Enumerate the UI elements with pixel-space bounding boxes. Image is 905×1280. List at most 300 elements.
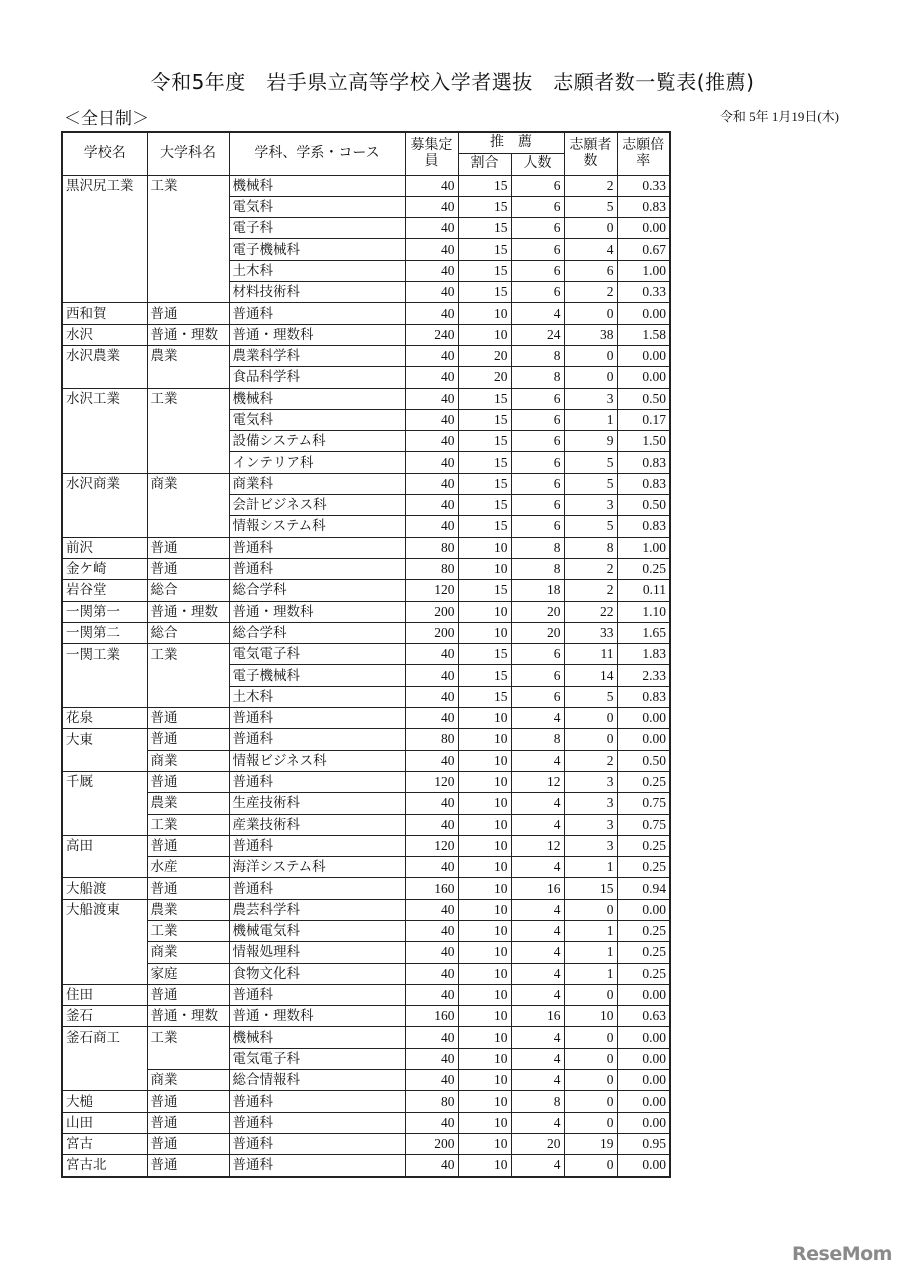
cell-school [62,196,147,217]
cell-capacity: 40 [405,814,458,835]
cell-capacity: 200 [405,601,458,622]
cell-rate: 0.00 [617,1091,670,1112]
cell-applicants: 0 [564,367,617,388]
cell-course: 総合情報科 [229,1070,405,1091]
cell-quota: 4 [511,303,564,324]
cell-school [62,431,147,452]
cell-school [62,516,147,537]
cell-rate: 0.11 [617,580,670,601]
cell-dept: 農業 [147,793,229,814]
cell-course: 食物文化科 [229,963,405,984]
cell-capacity: 40 [405,452,458,473]
cell-school: 水沢工業 [62,388,147,409]
cell-applicants: 9 [564,431,617,452]
table-row [62,1112,670,1133]
cell-applicants: 1 [564,942,617,963]
cell-dept: 総合 [147,580,229,601]
cell-ratio: 15 [458,409,511,430]
header-capacity: 募集定員 [405,132,458,175]
cell-school [62,260,147,281]
cell-capacity: 40 [405,644,458,665]
cell-ratio: 15 [458,686,511,707]
cell-capacity: 40 [405,495,458,516]
cell-applicants: 0 [564,303,617,324]
cell-dept: 普通 [147,729,229,750]
table-row [62,793,670,814]
cell-quota: 4 [511,1112,564,1133]
cell-dept: 農業 [147,899,229,920]
cell-course: 普通・理数科 [229,1006,405,1027]
cell-rate: 0.00 [617,1155,670,1177]
header-rate: 志願倍率 [617,132,670,175]
cell-applicants: 0 [564,1155,617,1177]
cell-school: 岩谷堂 [62,580,147,601]
cell-applicants: 15 [564,878,617,899]
cell-quota: 20 [511,622,564,643]
cell-dept: 普通 [147,1133,229,1154]
cell-course: 電子科 [229,218,405,239]
cell-quota: 4 [511,708,564,729]
cell-dept: 工業 [147,175,229,196]
cell-course: 普通科 [229,984,405,1005]
cell-dept [147,495,229,516]
cell-capacity: 40 [405,942,458,963]
cell-capacity: 40 [405,665,458,686]
cell-ratio: 15 [458,196,511,217]
cell-ratio: 10 [458,1027,511,1048]
table-row [62,345,670,366]
cell-capacity: 240 [405,324,458,345]
cell-dept [147,686,229,707]
cell-school: 水沢商業 [62,473,147,494]
section-label: ＜全日制＞ [64,109,149,128]
cell-school [62,1070,147,1091]
cell-school [62,750,147,771]
cell-course: 商業科 [229,473,405,494]
cell-ratio: 10 [458,771,511,792]
cell-capacity: 40 [405,686,458,707]
cell-school: 大船渡東 [62,899,147,920]
cell-course: 材料技術科 [229,282,405,303]
table-row [62,516,670,537]
cell-applicants: 0 [564,729,617,750]
cell-quota: 8 [511,537,564,558]
cell-rate: 0.50 [617,495,670,516]
cell-school: 釜石商工 [62,1027,147,1048]
cell-rate: 0.25 [617,942,670,963]
cell-course: 土木科 [229,686,405,707]
cell-quota: 8 [511,729,564,750]
cell-quota: 6 [511,665,564,686]
cell-course: 食品科学科 [229,367,405,388]
cell-course: 農業科学科 [229,345,405,366]
cell-school: 大東 [62,729,147,750]
cell-course: 普通科 [229,558,405,579]
cell-applicants: 0 [564,1112,617,1133]
cell-dept [147,665,229,686]
cell-course: 電気電子科 [229,1048,405,1069]
cell-applicants: 14 [564,665,617,686]
cell-school [62,218,147,239]
cell-school [62,409,147,430]
cell-course: 電気電子科 [229,644,405,665]
cell-rate: 0.83 [617,516,670,537]
cell-rate: 1.50 [617,431,670,452]
table-row [62,1070,670,1091]
cell-rate: 1.00 [617,260,670,281]
cell-dept: 水産 [147,857,229,878]
cell-rate: 0.25 [617,963,670,984]
cell-quota: 6 [511,452,564,473]
cell-applicants: 0 [564,1027,617,1048]
cell-dept: 普通 [147,537,229,558]
cell-course: 普通科 [229,1112,405,1133]
cell-quota: 4 [511,963,564,984]
cell-quota: 4 [511,793,564,814]
cell-rate: 0.75 [617,814,670,835]
table-row [62,644,670,665]
cell-rate: 0.95 [617,1133,670,1154]
cell-quota: 6 [511,686,564,707]
table-row [62,473,670,494]
header-dept: 大学科名 [147,132,229,175]
cell-capacity: 40 [405,431,458,452]
cell-school: 一関第二 [62,622,147,643]
cell-quota: 6 [511,473,564,494]
cell-dept [147,409,229,430]
cell-dept: 普通 [147,708,229,729]
cell-dept: 商業 [147,750,229,771]
resemom-watermark-logo [792,1243,892,1265]
cell-capacity: 40 [405,303,458,324]
cell-ratio: 10 [458,942,511,963]
cell-ratio: 10 [458,984,511,1005]
cell-capacity: 40 [405,708,458,729]
cell-ratio: 15 [458,260,511,281]
cell-applicants: 5 [564,452,617,473]
cell-school [62,814,147,835]
cell-capacity: 200 [405,622,458,643]
cell-applicants: 5 [564,686,617,707]
cell-course: 情報ビジネス科 [229,750,405,771]
cell-dept: 普通 [147,878,229,899]
cell-course: 会計ビジネス科 [229,495,405,516]
cell-quota: 4 [511,942,564,963]
cell-course: 土木科 [229,260,405,281]
cell-school: 花泉 [62,708,147,729]
cell-school [62,963,147,984]
cell-dept [147,239,229,260]
header-applicants: 志願者数 [564,132,617,175]
cell-dept: 普通・理数 [147,324,229,345]
cell-ratio: 10 [458,1006,511,1027]
cell-rate: 0.00 [617,367,670,388]
cell-ratio: 15 [458,665,511,686]
cell-quota: 4 [511,1155,564,1177]
cell-dept: 工業 [147,644,229,665]
cell-quota: 4 [511,1027,564,1048]
cell-rate: 0.83 [617,452,670,473]
cell-rate: 0.83 [617,196,670,217]
cell-school: 金ケ崎 [62,558,147,579]
cell-dept [147,452,229,473]
cell-rate: 0.00 [617,303,670,324]
cell-rate: 1.65 [617,622,670,643]
applicants-table [61,131,671,1178]
table-row [62,878,670,899]
cell-course: 機械科 [229,175,405,196]
cell-dept [147,516,229,537]
cell-applicants: 5 [564,516,617,537]
cell-applicants: 0 [564,1070,617,1091]
cell-dept: 普通 [147,771,229,792]
cell-applicants: 2 [564,580,617,601]
table-row [62,196,670,217]
cell-school [62,665,147,686]
cell-quota: 16 [511,878,564,899]
cell-dept: 普通 [147,558,229,579]
cell-applicants: 0 [564,345,617,366]
cell-dept: 普通 [147,303,229,324]
cell-rate: 0.00 [617,1070,670,1091]
cell-capacity: 40 [405,920,458,941]
cell-rate: 2.33 [617,665,670,686]
cell-course: 海洋システム科 [229,857,405,878]
table-row [62,857,670,878]
cell-ratio: 10 [458,558,511,579]
cell-applicants: 1 [564,409,617,430]
cell-quota: 4 [511,1070,564,1091]
cell-capacity: 120 [405,580,458,601]
table-row [62,729,670,750]
cell-ratio: 15 [458,644,511,665]
cell-school: 宮古 [62,1133,147,1154]
cell-applicants: 2 [564,558,617,579]
cell-applicants: 3 [564,793,617,814]
cell-school: 大槌 [62,1091,147,1112]
cell-dept: 普通・理数 [147,601,229,622]
cell-school: 黒沢尻工業 [62,175,147,196]
cell-quota: 6 [511,495,564,516]
cell-quota: 4 [511,920,564,941]
cell-course: インテリア科 [229,452,405,473]
table-row [62,537,670,558]
cell-capacity: 40 [405,345,458,366]
cell-dept [147,1048,229,1069]
cell-applicants: 0 [564,984,617,1005]
table-row [62,899,670,920]
cell-dept [147,260,229,281]
cell-ratio: 15 [458,282,511,303]
cell-capacity: 40 [405,1048,458,1069]
cell-applicants: 6 [564,260,617,281]
cell-applicants: 4 [564,239,617,260]
table-row [62,324,670,345]
cell-ratio: 10 [458,1133,511,1154]
cell-school: 大船渡 [62,878,147,899]
cell-course: 農芸科学科 [229,899,405,920]
cell-dept: 商業 [147,1070,229,1091]
cell-applicants: 2 [564,750,617,771]
table-row [62,175,670,196]
cell-course: 電気科 [229,409,405,430]
table-row [62,580,670,601]
cell-quota: 4 [511,984,564,1005]
cell-quota: 8 [511,1091,564,1112]
cell-rate: 0.00 [617,1112,670,1133]
cell-school [62,942,147,963]
table-row [62,282,670,303]
cell-capacity: 40 [405,409,458,430]
cell-ratio: 15 [458,516,511,537]
cell-quota: 6 [511,260,564,281]
table-row [62,1091,670,1112]
cell-course: 普通科 [229,1091,405,1112]
cell-applicants: 33 [564,622,617,643]
cell-applicants: 1 [564,963,617,984]
cell-capacity: 40 [405,218,458,239]
cell-capacity: 40 [405,857,458,878]
cell-capacity: 40 [405,963,458,984]
cell-ratio: 10 [458,1112,511,1133]
cell-capacity: 200 [405,1133,458,1154]
cell-quota: 18 [511,580,564,601]
cell-ratio: 10 [458,1155,511,1177]
cell-course: 電気科 [229,196,405,217]
cell-rate: 1.58 [617,324,670,345]
cell-ratio: 10 [458,622,511,643]
table-row [62,409,670,430]
cell-quota: 20 [511,601,564,622]
table-row [62,1155,670,1177]
cell-ratio: 10 [458,920,511,941]
cell-rate: 0.33 [617,175,670,196]
cell-rate: 0.00 [617,1027,670,1048]
cell-dept [147,218,229,239]
cell-quota: 4 [511,750,564,771]
cell-quota: 8 [511,367,564,388]
cell-rate: 0.25 [617,857,670,878]
table-row [62,1027,670,1048]
cell-ratio: 20 [458,345,511,366]
cell-rate: 0.00 [617,345,670,366]
cell-ratio: 10 [458,601,511,622]
cell-quota: 4 [511,1048,564,1069]
table-row [62,814,670,835]
cell-dept: 普通 [147,1155,229,1177]
cell-dept: 家庭 [147,963,229,984]
cell-quota: 16 [511,1006,564,1027]
cell-rate: 0.00 [617,729,670,750]
watermark-text: ReseMom [792,1243,892,1265]
cell-rate: 0.63 [617,1006,670,1027]
cell-course: 電子機械科 [229,239,405,260]
table-row [62,367,670,388]
cell-quota: 6 [511,175,564,196]
cell-dept: 農業 [147,345,229,366]
cell-dept: 工業 [147,814,229,835]
cell-applicants: 10 [564,1006,617,1027]
table-row [62,984,670,1005]
cell-ratio: 10 [458,963,511,984]
cell-capacity: 40 [405,1070,458,1091]
cell-dept [147,431,229,452]
cell-applicants: 3 [564,771,617,792]
cell-rate: 0.00 [617,984,670,1005]
cell-rate: 0.17 [617,409,670,430]
table-row [62,388,670,409]
cell-applicants: 0 [564,1048,617,1069]
cell-rate: 0.83 [617,686,670,707]
cell-dept [147,196,229,217]
cell-applicants: 19 [564,1133,617,1154]
table-row [62,750,670,771]
cell-rate: 0.00 [617,1048,670,1069]
cell-quota: 8 [511,345,564,366]
table-row [62,835,670,856]
table-row [62,622,670,643]
cell-capacity: 40 [405,984,458,1005]
cell-capacity: 160 [405,1006,458,1027]
cell-applicants: 5 [564,196,617,217]
table-row [62,1048,670,1069]
cell-rate: 0.25 [617,835,670,856]
cell-rate: 0.25 [617,558,670,579]
cell-applicants: 2 [564,175,617,196]
cell-rate: 1.83 [617,644,670,665]
cell-school: 住田 [62,984,147,1005]
cell-course: 産業技術科 [229,814,405,835]
cell-capacity: 40 [405,899,458,920]
cell-rate: 0.25 [617,920,670,941]
cell-school [62,495,147,516]
cell-applicants: 0 [564,218,617,239]
cell-course: 普通科 [229,878,405,899]
cell-quota: 6 [511,388,564,409]
cell-ratio: 15 [458,388,511,409]
cell-dept: 工業 [147,388,229,409]
cell-capacity: 40 [405,388,458,409]
cell-dept: 普通 [147,1091,229,1112]
cell-ratio: 15 [458,218,511,239]
cell-ratio: 10 [458,729,511,750]
cell-ratio: 15 [458,431,511,452]
cell-ratio: 15 [458,239,511,260]
table-row [62,1006,670,1027]
cell-quota: 8 [511,558,564,579]
table-row [62,239,670,260]
cell-school [62,686,147,707]
cell-capacity: 40 [405,196,458,217]
cell-rate: 0.00 [617,899,670,920]
cell-quota: 12 [511,771,564,792]
cell-capacity: 40 [405,1027,458,1048]
cell-applicants: 1 [564,920,617,941]
cell-quota: 4 [511,899,564,920]
cell-quota: 6 [511,431,564,452]
cell-rate: 0.75 [617,793,670,814]
cell-applicants: 2 [564,282,617,303]
cell-dept [147,282,229,303]
cell-school: 一関工業 [62,644,147,665]
cell-course: 情報処理科 [229,942,405,963]
cell-ratio: 10 [458,1048,511,1069]
cell-course: 設備システム科 [229,431,405,452]
cell-quota: 24 [511,324,564,345]
cell-course: 機械科 [229,1027,405,1048]
cell-capacity: 40 [405,750,458,771]
cell-dept: 工業 [147,920,229,941]
